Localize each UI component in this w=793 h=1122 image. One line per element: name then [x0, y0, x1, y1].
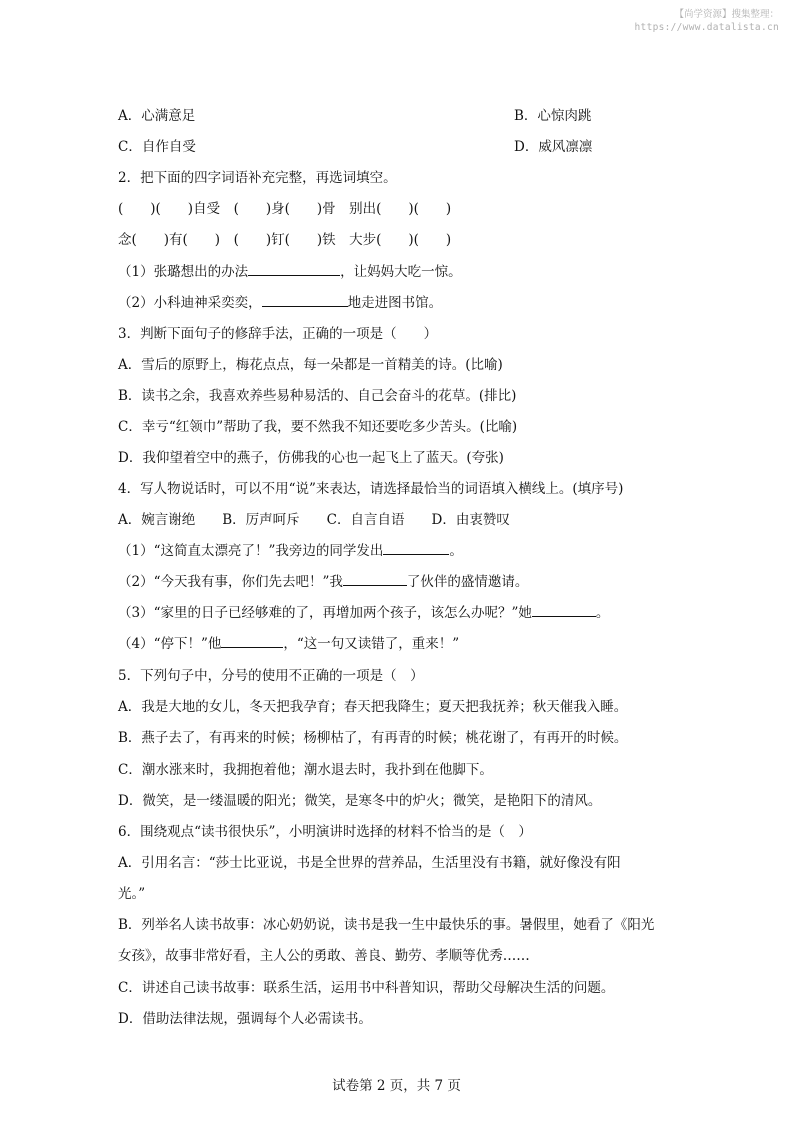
q4-stem: 4．写人物说话时，可以不用“说”来表达，请选择最恰当的词语填入横线上。(填序号) [118, 481, 624, 497]
q1-option-row-2 [118, 135, 593, 155]
q3-option-b: B．读书之余，我喜欢养些易种易活的、自己会奋斗的花草。(排比) [118, 388, 517, 404]
answer-blank[interactable] [343, 573, 407, 586]
answer-blank[interactable] [221, 635, 283, 648]
watermark-title: 【尚学资源】搜集整理： [674, 9, 779, 20]
q3-option-c: C．幸亏“红领巾”帮助了我，要不然我不知还要吃多少苦头。(比喻) [118, 419, 518, 435]
q2-s2-text: （2）小科迪神采奕奕， [118, 295, 262, 311]
q4-s2-text: （2）“今天我有事，你们先去吧！”我 [118, 574, 343, 590]
answer-blank[interactable] [532, 604, 596, 617]
answer-blank[interactable] [248, 263, 340, 276]
q2-stem: 2．把下面的四字词语补充完整，再选词填空。 [118, 170, 397, 186]
q5-option-c: C．潮水涨来时，我拥抱着他；潮水退去时，我扑到在他脚下。 [118, 762, 493, 778]
watermark [635, 8, 779, 34]
q6-option-b-line-2: 女孩》，故事非常好看，主人公的勇敢、善良、勤劳、孝顺等优秀…… [118, 948, 530, 964]
q4-s1-text: （1）“这简直太漂亮了！”我旁边的同学发出 [118, 543, 384, 559]
page-footer: 试卷第 2 页，共 7 页 [332, 1078, 461, 1094]
watermark-url: https://www.datalista.cn [634, 22, 779, 33]
q4-s4-text-end: ，“这一句又读错了，重来！” [283, 636, 460, 652]
q6-option-a-line-1: A．引用名言：“莎士比亚说，书是全世界的营养品，生活里没有书籍，就好像没有阳 [118, 855, 621, 871]
q2-s1-text: （1）张璐想出的办法 [118, 264, 249, 280]
q4-s3-text-end: 。 [595, 605, 610, 621]
q2-s1-text-end: ，让妈妈大吃一惊。 [340, 264, 462, 280]
q1-option-a: A．心满意足 [118, 108, 196, 124]
q1-option-b: B．心惊肉跳 [514, 108, 592, 124]
q1-option-d: D．威风凛凛 [514, 139, 593, 155]
q4-sentence-4 [118, 632, 459, 652]
q4-sentence-3 [118, 601, 609, 621]
q3-stem: 3．判断下面句子的修辞手法，正确的一项是（ ） [118, 326, 438, 342]
q4-s4-text: （4）“停下！”他 [118, 636, 222, 652]
q5-option-d: D．微笑，是一缕温暖的阳光；微笑，是寒冬中的炉火；微笑，是艳阳下的清风。 [118, 793, 602, 809]
q4-options: A．婉言谢绝 B．厉声呵斥 C．自言自语 D．由衷赞叹 [118, 512, 510, 528]
q2-word-row-1: ( )( )自受 ( )身( )骨 别出( )( ) [118, 201, 452, 217]
q5-option-b: B．燕子去了，有再来的时候；杨柳枯了，有再青的时候；桃花谢了，有再开的时候。 [118, 730, 628, 746]
q4-s3-text: （3）“家里的日子已经够难的了，再增加两个孩子，该怎么办呢？”她 [118, 605, 532, 621]
q4-s2-text-end: 了伙伴的盛情邀请。 [406, 574, 529, 590]
q5-stem: 5．下列句子中，分号的使用不正确的一项是（ ） [118, 668, 424, 684]
q2-word-row-2: 念( )有( ) ( )钉( )铁 大步( )( ) [118, 232, 452, 248]
q4-sentence-1 [118, 539, 463, 559]
q6-option-a-line-2: 光。” [118, 886, 146, 902]
q3-option-a: A．雪后的原野上，梅花点点，每一朵都是一首精美的诗。(比喻) [118, 357, 503, 373]
answer-blank[interactable] [383, 542, 449, 555]
q1-option-c: C．自作自受 [118, 139, 196, 155]
q5-option-a: A．我是大地的女儿，冬天把我孕育；春天把我降生；夏天把我抚养；秋天催我入睡。 [118, 699, 628, 715]
q2-sentence-2 [118, 291, 442, 311]
q3-option-d: D．我仰望着空中的燕子，仿佛我的心也一起飞上了蓝天。(夸张) [118, 450, 504, 466]
q6-option-c: C．讲述自己读书故事：联系生活，运用书中科普知识，帮助父母解决生活的问题。 [118, 980, 615, 996]
q6-stem: 6．围绕观点“读书很快乐”，小明演讲时选择的材料不恰当的是（ ） [118, 824, 532, 840]
q6-option-d: D．借助法律法规，强调每个人必需读书。 [118, 1011, 372, 1027]
q2-s2-text-end: 地走进图书馆。 [347, 295, 443, 311]
q4-s1-text-end: 。 [449, 543, 463, 559]
q6-option-b-line-1: B．列举名人读书故事：冰心奶奶说，读书是我一生中最快乐的事。暑假里，她看了《阳光 [118, 917, 655, 933]
q1-option-row-1 [118, 104, 592, 124]
q4-sentence-2 [118, 570, 528, 590]
q2-sentence-1 [118, 260, 462, 280]
answer-blank[interactable] [262, 294, 348, 307]
